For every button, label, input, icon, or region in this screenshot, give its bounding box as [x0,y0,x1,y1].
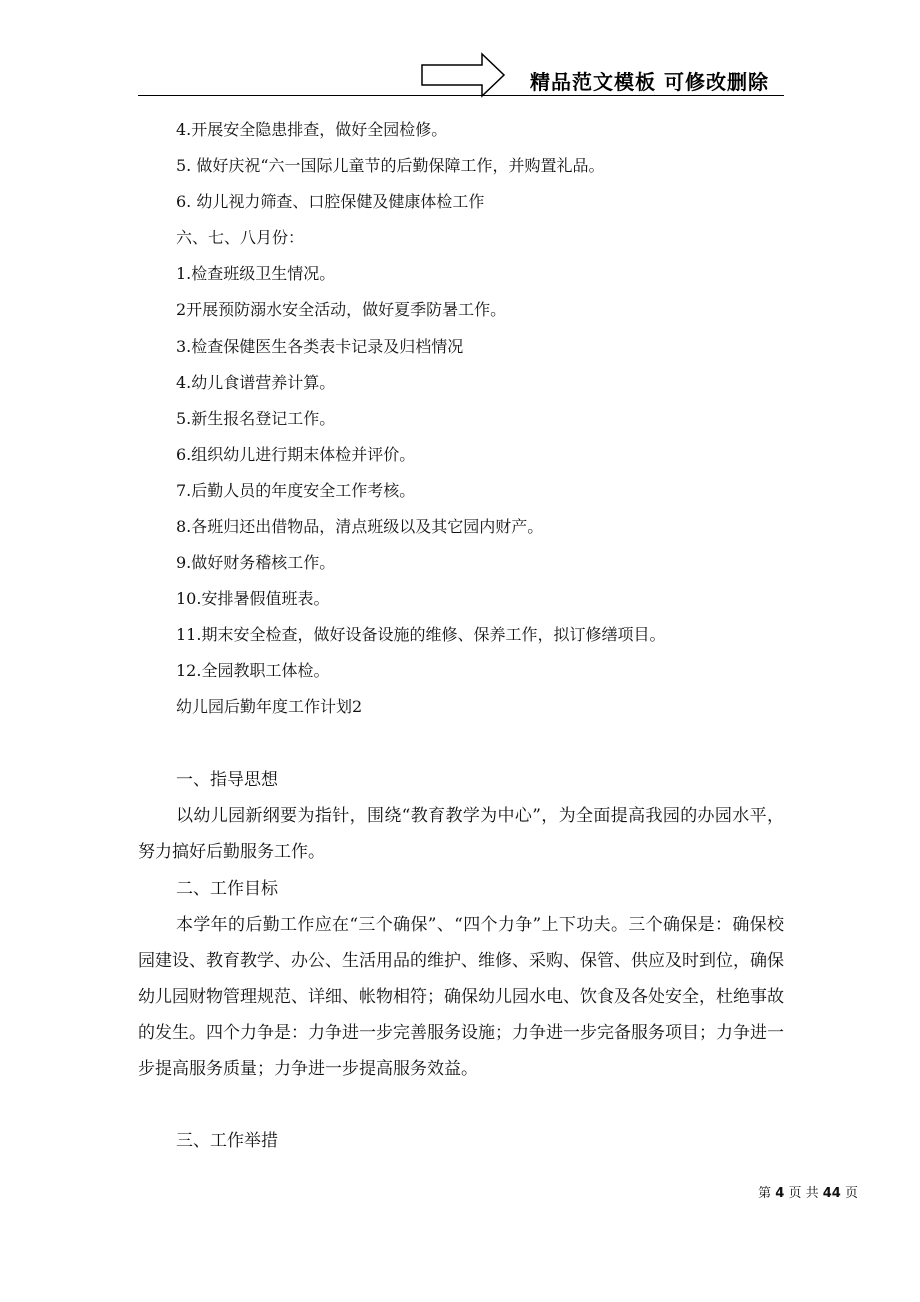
page-footer [758,1182,858,1201]
list-item: 1.检查班级卫生情况。 [176,264,336,283]
page-number: 4 [775,1186,785,1201]
section-heading: 二、工作目标 [176,879,278,899]
list-item: 6.组织幼儿进行期末体检并评价。 [176,445,416,464]
list-item: 3.检查保健医生各类表卡记录及归档情况 [176,337,464,356]
footer-suffix: 页 [844,1186,858,1201]
list-item: 4.幼儿食谱营养计算。 [176,373,336,392]
list-item: 2开展预防溺水安全活动，做好夏季防暑工作。 [176,300,507,319]
list-item: 4.开展安全隐患排查，做好全园检修。 [176,120,448,139]
list-item: 11.期末安全检查，做好设备设施的维修、保养工作，拟订修缮项目。 [176,625,666,644]
header-divider [138,95,784,96]
section-paragraph: 以幼儿园新纲要为指针，围绕“教育教学为中心”，为全面提高我园的办园水平，努力搞好后勤服务工作。 [138,806,784,862]
header-title: 精品范文模板 可修改删除 [530,70,769,94]
list-item: 7.后勤人员的年度安全工作考核。 [176,481,416,500]
arrow-right-icon [420,52,506,98]
list-item: 12.全园教职工体检。 [176,661,330,680]
list-item: 6. 幼儿视力筛查、口腔保健及健康体检工作 [176,192,485,211]
document-title: 幼儿园后勤年度工作计划2 [176,697,363,716]
list-item: 10.安排暑假值班表。 [176,589,330,608]
section-heading: 三、工作举措 [176,1131,278,1151]
section-label: 六、七、八月份： [176,228,305,247]
section-paragraph: 本学年的后勤工作应在“三个确保”、“四个力争”上下功夫。三个确保是：确保校园建设、教育教学、办公、生活用品的维护、维修、采购、保管、供应及时到位，确保幼儿园财物管理规范、详细、帐物相符；确保幼儿园水电、饮食及各处安全，杜绝事故的发生。四个力争是：力争进一步完善服务设施；力争进一步完备服务项目；力争进一步提高服务质量；力争进一步提高服务效益。 [138,915,784,1079]
footer-prefix: 第 [758,1186,772,1201]
footer-middle: 页 共 [788,1186,819,1201]
list-item: 5.新生报名登记工作。 [176,409,336,428]
section-heading: 一、指导思想 [176,770,278,790]
list-item: 5. 做好庆祝“六一国际儿童节的后勤保障工作，并购置礼品。 [176,156,605,175]
page-total: 44 [822,1186,841,1201]
list-item: 9.做好财务稽核工作。 [176,553,336,572]
list-item: 8.各班归还出借物品，清点班级以及其它园内财产。 [176,517,544,536]
